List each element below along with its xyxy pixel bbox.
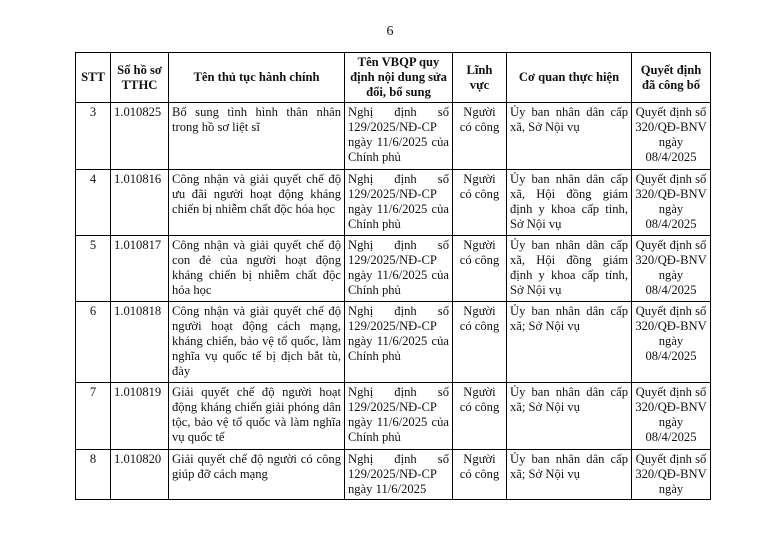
cell-stt: 4 <box>76 170 111 236</box>
table-row <box>76 103 711 170</box>
cell-name: Giải quyết chế độ người hoạt động kháng chiến giải phóng dân tộc, bảo vệ tổ quốc và làm nghĩa vụ quốc tế <box>169 383 345 450</box>
cell-legal: Nghị định số 129/2025/NĐ-CP ngày 11/6/2025 của Chính phủ <box>345 383 453 450</box>
cell-stt: 5 <box>76 236 111 302</box>
cell-agency: Ủy ban nhân dân cấp xã, Sở Nội vụ <box>507 103 632 170</box>
cell-code: 1.010817 <box>111 236 169 302</box>
cell-decision: Quyết định số 320/QĐ-BNV ngày <box>632 450 711 500</box>
header-field: Lĩnh vực <box>453 53 507 103</box>
cell-code: 1.010816 <box>111 170 169 236</box>
table-row <box>76 236 711 302</box>
cell-decision: Quyết định số 320/QĐ-BNV ngày 08/4/2025 <box>632 383 711 450</box>
header-stt: STT <box>76 53 111 103</box>
table-row <box>76 450 711 500</box>
cell-legal: Nghị định số 129/2025/NĐ-CP ngày 11/6/2025 của Chính phủ <box>345 236 453 302</box>
cell-legal: Nghị định số 129/2025/NĐ-CP ngày 11/6/2025 của Chính phủ <box>345 302 453 383</box>
cell-name: Giải quyết chế độ người có công giúp đỡ cách mạng <box>169 450 345 500</box>
cell-legal: Nghị định số 129/2025/NĐ-CP ngày 11/6/2025 của Chính phủ <box>345 170 453 236</box>
cell-field: Người có công <box>453 170 507 236</box>
cell-decision: Quyết định số 320/QĐ-BNV ngày 08/4/2025 <box>632 170 711 236</box>
cell-decision: Quyết định số 320/QĐ-BNV ngày 08/4/2025 <box>632 103 711 170</box>
cell-field: Người có công <box>453 450 507 500</box>
cell-name: Công nhận và giải quyết chế độ người hoạt động cách mạng, kháng chiến, bảo vệ tổ quốc, làm nghĩa vụ quốc tế bị địch bắt tù, đày <box>169 302 345 383</box>
cell-code: 1.010819 <box>111 383 169 450</box>
cell-legal: Nghị định số 129/2025/NĐ-CP ngày 11/6/2025 của Chính phủ <box>345 103 453 170</box>
header-name: Tên thủ tục hành chính <box>169 53 345 103</box>
cell-code: 1.010825 <box>111 103 169 170</box>
cell-field: Người có công <box>453 383 507 450</box>
cell-agency: Ủy ban nhân dân cấp xã; Sở Nội vụ <box>507 302 632 383</box>
cell-stt: 8 <box>76 450 111 500</box>
cell-field: Người có công <box>453 302 507 383</box>
header-code: Số hồ sơ TTHC <box>111 53 169 103</box>
cell-legal: Nghị định số 129/2025/NĐ-CP ngày 11/6/2025 <box>345 450 453 500</box>
table-row <box>76 302 711 383</box>
header-row <box>76 53 711 103</box>
cell-field: Người có công <box>453 103 507 170</box>
cell-agency: Ủy ban nhân dân cấp xã; Sở Nội vụ <box>507 450 632 500</box>
cell-code: 1.010818 <box>111 302 169 383</box>
cell-decision: Quyết định số 320/QĐ-BNV ngày 08/4/2025 <box>632 236 711 302</box>
cell-agency: Ủy ban nhân dân cấp xã, Hội đồng giám định y khoa cấp tỉnh, Sở Nội vụ <box>507 236 632 302</box>
header-agency: Cơ quan thực hiện <box>507 53 632 103</box>
cell-name: Công nhận và giải quyết chế độ con đẻ của người hoạt động kháng chiến bị nhiễm chất độc hóa học <box>169 236 345 302</box>
cell-agency: Ủy ban nhân dân cấp xã; Sở Nội vụ <box>507 383 632 450</box>
cell-stt: 6 <box>76 302 111 383</box>
cell-name: Công nhận và giải quyết chế độ ưu đãi người hoạt động kháng chiến bị nhiễm chất độc hóa học <box>169 170 345 236</box>
table-row <box>76 170 711 236</box>
cell-code: 1.010820 <box>111 450 169 500</box>
header-legal: Tên VBQP quy định nội dung sửa đổi, bổ sung <box>345 53 453 103</box>
table-row <box>76 383 711 450</box>
cell-decision: Quyết định số 320/QĐ-BNV ngày 08/4/2025 <box>632 302 711 383</box>
header-decision: Quyết định đã công bố <box>632 53 711 103</box>
cell-field: Người có công <box>453 236 507 302</box>
page-number: 6 <box>386 24 394 39</box>
cell-name: Bổ sung tình hình thân nhân trong hồ sơ liệt sĩ <box>169 103 345 170</box>
cell-stt: 7 <box>76 383 111 450</box>
procedures-table <box>75 52 711 500</box>
cell-stt: 3 <box>76 103 111 170</box>
cell-agency: Ủy ban nhân dân cấp xã, Hội đồng giám định y khoa cấp tỉnh, Sở Nội vụ <box>507 170 632 236</box>
